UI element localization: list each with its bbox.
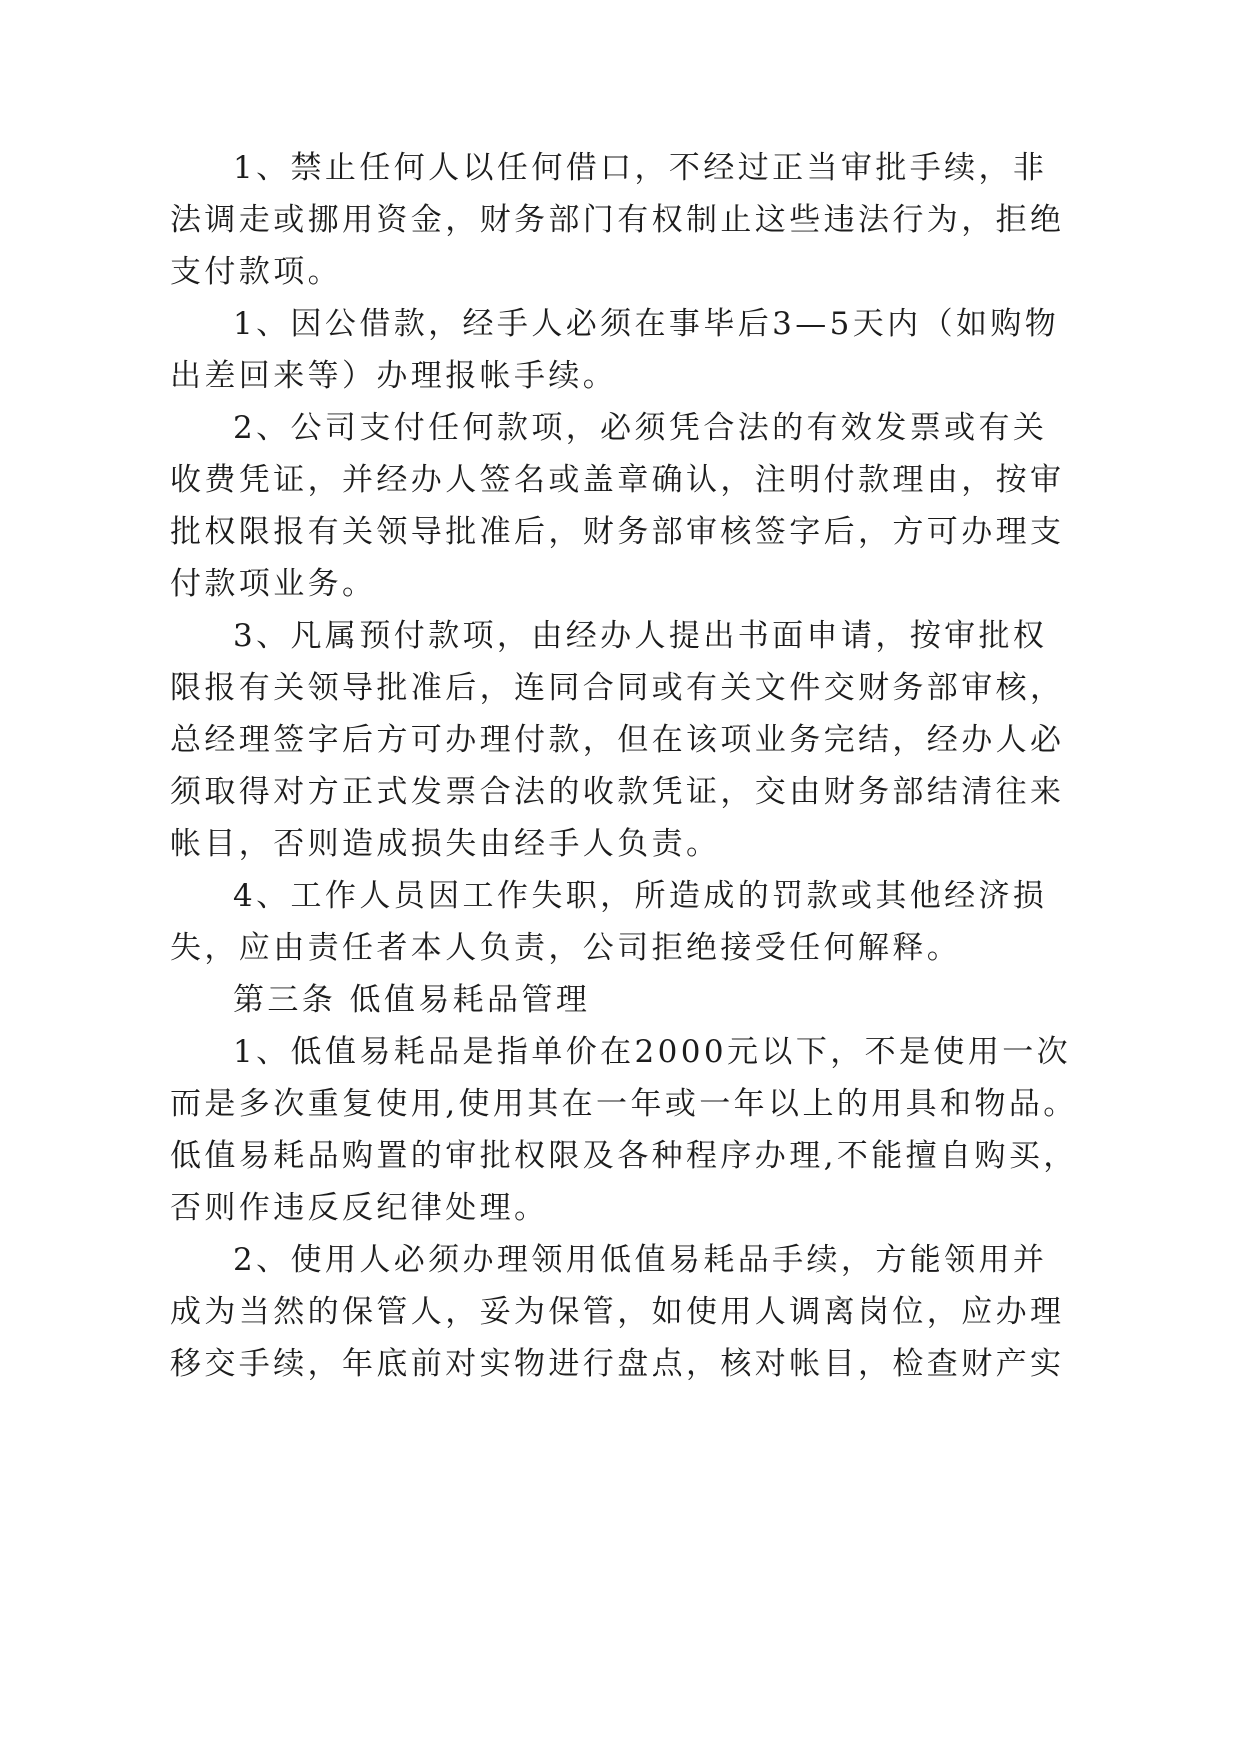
text-line: 帐目，否则造成损失由经手人负责。: [170, 826, 721, 862]
text-line: 支付款项。: [170, 254, 342, 290]
text-line: 而是多次重复使用,使用其在一年或一年以上的用具和物品。: [170, 1086, 1078, 1122]
text-line: 法调走或挪用资金，财务部门有权制止这些违法行为，拒绝: [170, 202, 1065, 238]
text-line: 移交手续，年底前对实物进行盘点，核对帐目，检查财产实: [170, 1346, 1065, 1382]
text-line: 1、因公借款，经手人必须在事毕后3—5天内（如购物: [233, 306, 1060, 342]
text-line: 4、工作人员因工作失职，所造成的罚款或其他经济损: [233, 878, 1048, 914]
text-line: 限报有关领导批准后，连同合同或有关文件交财务部审核，: [170, 670, 1065, 706]
text-line: 出差回来等）办理报帐手续。: [170, 358, 618, 394]
text-line: 否则作违反反纪律处理。: [170, 1190, 549, 1226]
text-line: 付款项业务。: [170, 566, 377, 602]
section-heading: 第三条 低值易耗品管理: [233, 982, 591, 1018]
text-line: 须取得对方正式发票合法的收款凭证，交由财务部结清往来: [170, 774, 1065, 810]
text-line: 1、低值易耗品是指单价在2000元以下，不是使用一次: [233, 1034, 1072, 1070]
text-line: 成为当然的保管人，妥为保管，如使用人调离岗位，应办理: [170, 1294, 1065, 1330]
text-line: 1、禁止任何人以任何借口，不经过正当审批手续，非: [233, 150, 1048, 186]
text-line: 3、凡属预付款项，由经办人提出书面申请，按审批权: [233, 618, 1048, 654]
text-line: 批权限报有关领导批准后，财务部审核签字后，方可办理支: [170, 514, 1065, 550]
text-line: 总经理签字后方可办理付款，但在该项业务完结，经办人必: [170, 722, 1065, 758]
text-line: 2、公司支付任何款项，必须凭合法的有效发票或有关: [233, 410, 1048, 446]
text-line: 2、使用人必须办理领用低值易耗品手续，方能领用并: [233, 1242, 1048, 1278]
text-line: 低值易耗品购置的审批权限及各种程序办理,不能擅自购买，: [170, 1138, 1078, 1174]
text-line: 失，应由责任者本人负责，公司拒绝接受任何解释。: [170, 930, 962, 966]
text-line: 收费凭证，并经办人签名或盖章确认，注明付款理由，按审: [170, 462, 1065, 498]
